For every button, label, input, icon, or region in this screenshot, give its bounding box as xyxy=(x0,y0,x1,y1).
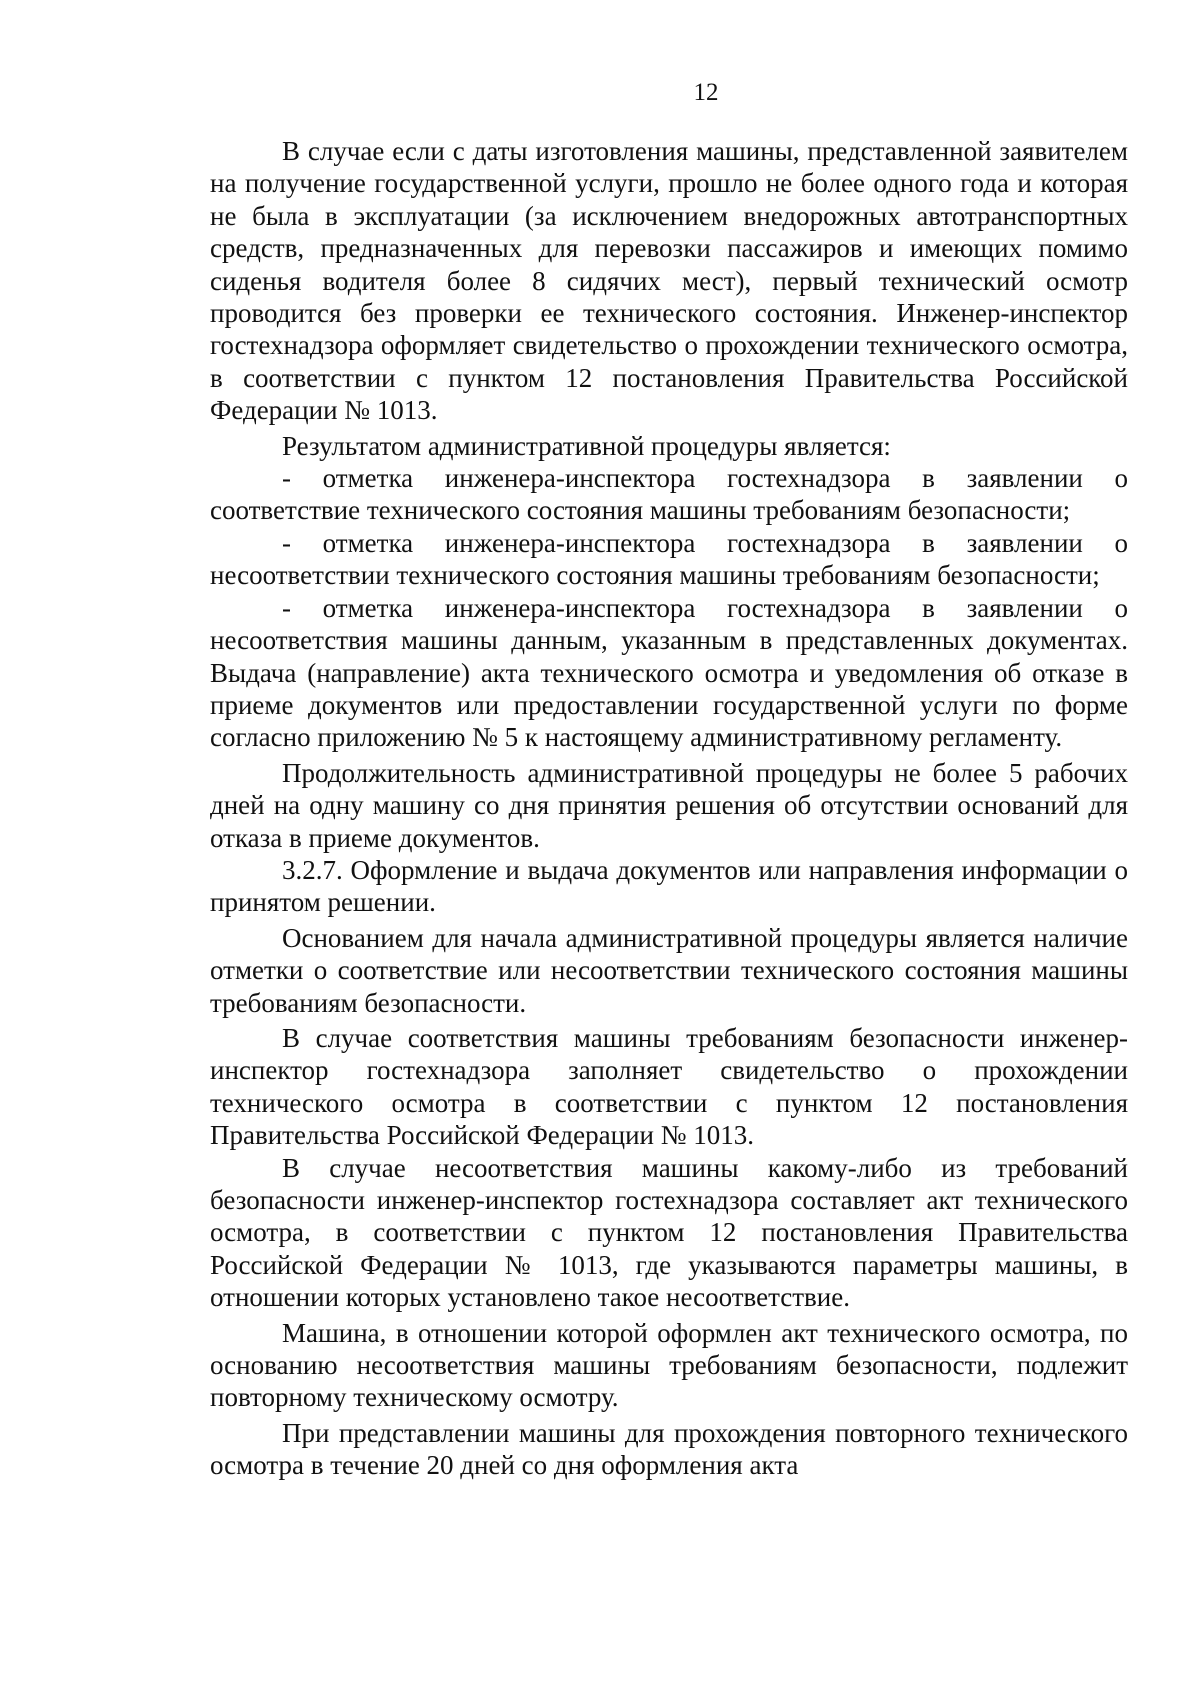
document-body xyxy=(210,135,1128,1482)
paragraph-compliance-certificate: В случае соответствия машины требованиям безопасности инженер-инспектор гостехнадзора заполняет свидетельство о прохождении технического осмотра в соответствии с пунктом 12 постановления Правительства Российской Федерации № 1013. xyxy=(210,1022,1128,1151)
paragraph-procedure-basis: Основанием для начала административной процедуры является наличие отметки о соответствие или несоответствии технического состояния машины требованиям безопасности. xyxy=(210,922,1128,1018)
list-item-mark-noncompliance-safety: - отметка инженера-инспектора гостехнадзора в заявлении о несоответствии технического состояния машины требованиям безопасности; xyxy=(210,527,1128,591)
list-item-mark-compliance: - отметка инженера-инспектора гостехнадзора в заявлении о соответствие технического состояния машины требованиям безопасности; xyxy=(210,463,1128,526)
paragraph-noncompliance-act: В случае несоответствия машины какому-либо из требований безопасности инженер-инспектор гостехнадзора составляет акт технического осмотра, в соответствии с пунктом 12 постановления Правительства Российской Федерации № 1013, где указываются параметры машины, в отношении которых установлено такое несоответствие. xyxy=(210,1152,1128,1313)
list-item-mark-noncompliance-documents: - отметка инженера-инспектора гостехнадзора в заявлении о несоответствия машины данным, указанным в представленных документах. Выдача (направление) акта технического осмотра и уведомления об отказе в приеме документов или предоставлении государственной услуги по форме согласно приложению № 5 к настоящему административному регламенту. xyxy=(210,592,1128,753)
paragraph-procedure-duration: Продолжительность административной процедуры не более 5 рабочих дней на одну машину со дня принятия решения об отсутствии оснований для отказа в приеме документов. xyxy=(210,757,1128,853)
paragraph-repeat-inspection-term: При представлении машины для прохождения повторного технического осмотра в течение 20 дней со дня оформления акта xyxy=(210,1417,1128,1481)
paragraph-result-heading: Результатом административной процедуры является: xyxy=(282,430,891,461)
paragraph-repeat-inspection: Машина, в отношении которой оформлен акт технического осмотра, по основанию несоответствия машины требованиям безопасности, подлежит повторному техническому осмотру. xyxy=(210,1317,1128,1413)
page-number: 12 xyxy=(693,79,719,106)
paragraph-tech-inspection-without-check: В случае если с даты изготовления машины, представленной заявителем на получение государственной услуги, прошло не более одного года и которая не была в эксплуатации (за исключением внедорожных автотранспортных средств, предназначенных для перевозки пассажиров и имеющих помимо сиденья водителя более 8 сидячих мест), первый технический осмотр проводится без проверки ее технического состояния. Инженер-инспектор гостехнадзора оформляет свидетельство о прохождении технического осмотра, в соответствии с пунктом 12 постановления Правительства Российской Федерации № 1013. xyxy=(210,136,1128,426)
section-heading-3-2-7: 3.2.7. Оформление и выдача документов или направления информации о принятом решении. xyxy=(210,854,1128,918)
